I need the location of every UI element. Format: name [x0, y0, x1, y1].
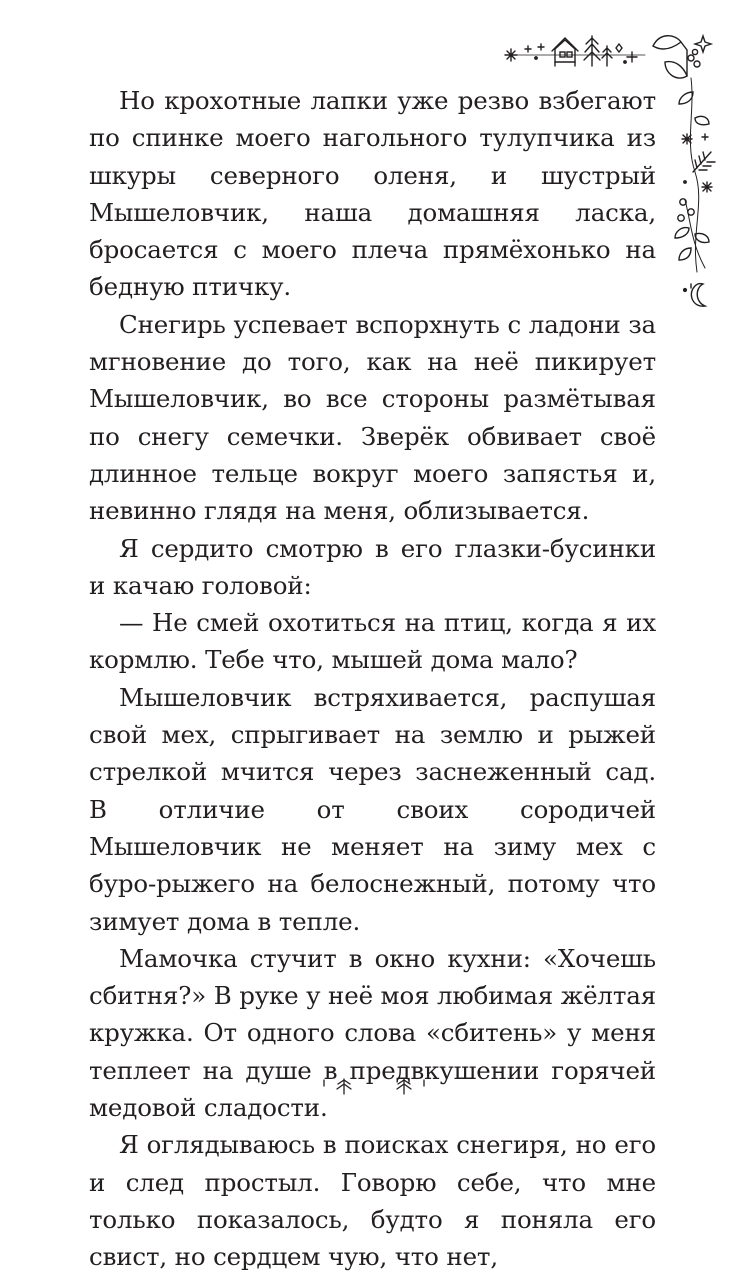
paragraph-5: Мышеловчик встряхивается, распушая свой мех, спрыгивает на землю и рыжей стрелкой мчится через заснеженный сад. В отличие от своих сородичей Мышеловчик не меняет на зиму мех с буро-рыжего на белоснежный, потому что зимует дома в тепле. — [89, 682, 656, 936]
paragraph-7: Я оглядываюсь в поисках снегиря, но его и след простыл. Говорю себе, что мне только показалось, будто я поняла его свист, но сердцем чую, что нет, — [89, 1130, 656, 1272]
paragraph-4: — Не смей охотиться на птиц, когда я их кормлю. Тебе что, мышей дома мало? — [89, 608, 656, 675]
paragraph-1: Но крохотные лапки уже резво взбегают по спинке моего нагольного тулупчика из шкуры северного оленя, и шустрый Мышеловчик, наша домашняя ласка, бросается с моего плеча прямёхонько на бедную птичку. — [89, 86, 656, 302]
pine-trees-footer-ornament-icon — [318, 1076, 430, 1098]
paragraph-6: Мамочка стучит в окно кухни: «Хочешь сбитня?» В руке у неё моя любимая жёлтая кружка. От одного слова «сбитень» у меня теплеет на душе в предвкушении горячей медовой сладости. — [89, 943, 657, 1123]
paragraph-2: Снегирь успевает вспорхнуть с ладони за мгновение до того, как на неё пикирует Мышеловчик, во все стороны размётывая по снегу семечки. Зверёк обвивает своё длинное тельце вокруг моего запястья и, невинно глядя на меня, облизывается. — [89, 309, 656, 526]
paragraph-3: Я сердито смотрю в его глазки-бусинки и качаю головой: — [89, 533, 656, 600]
